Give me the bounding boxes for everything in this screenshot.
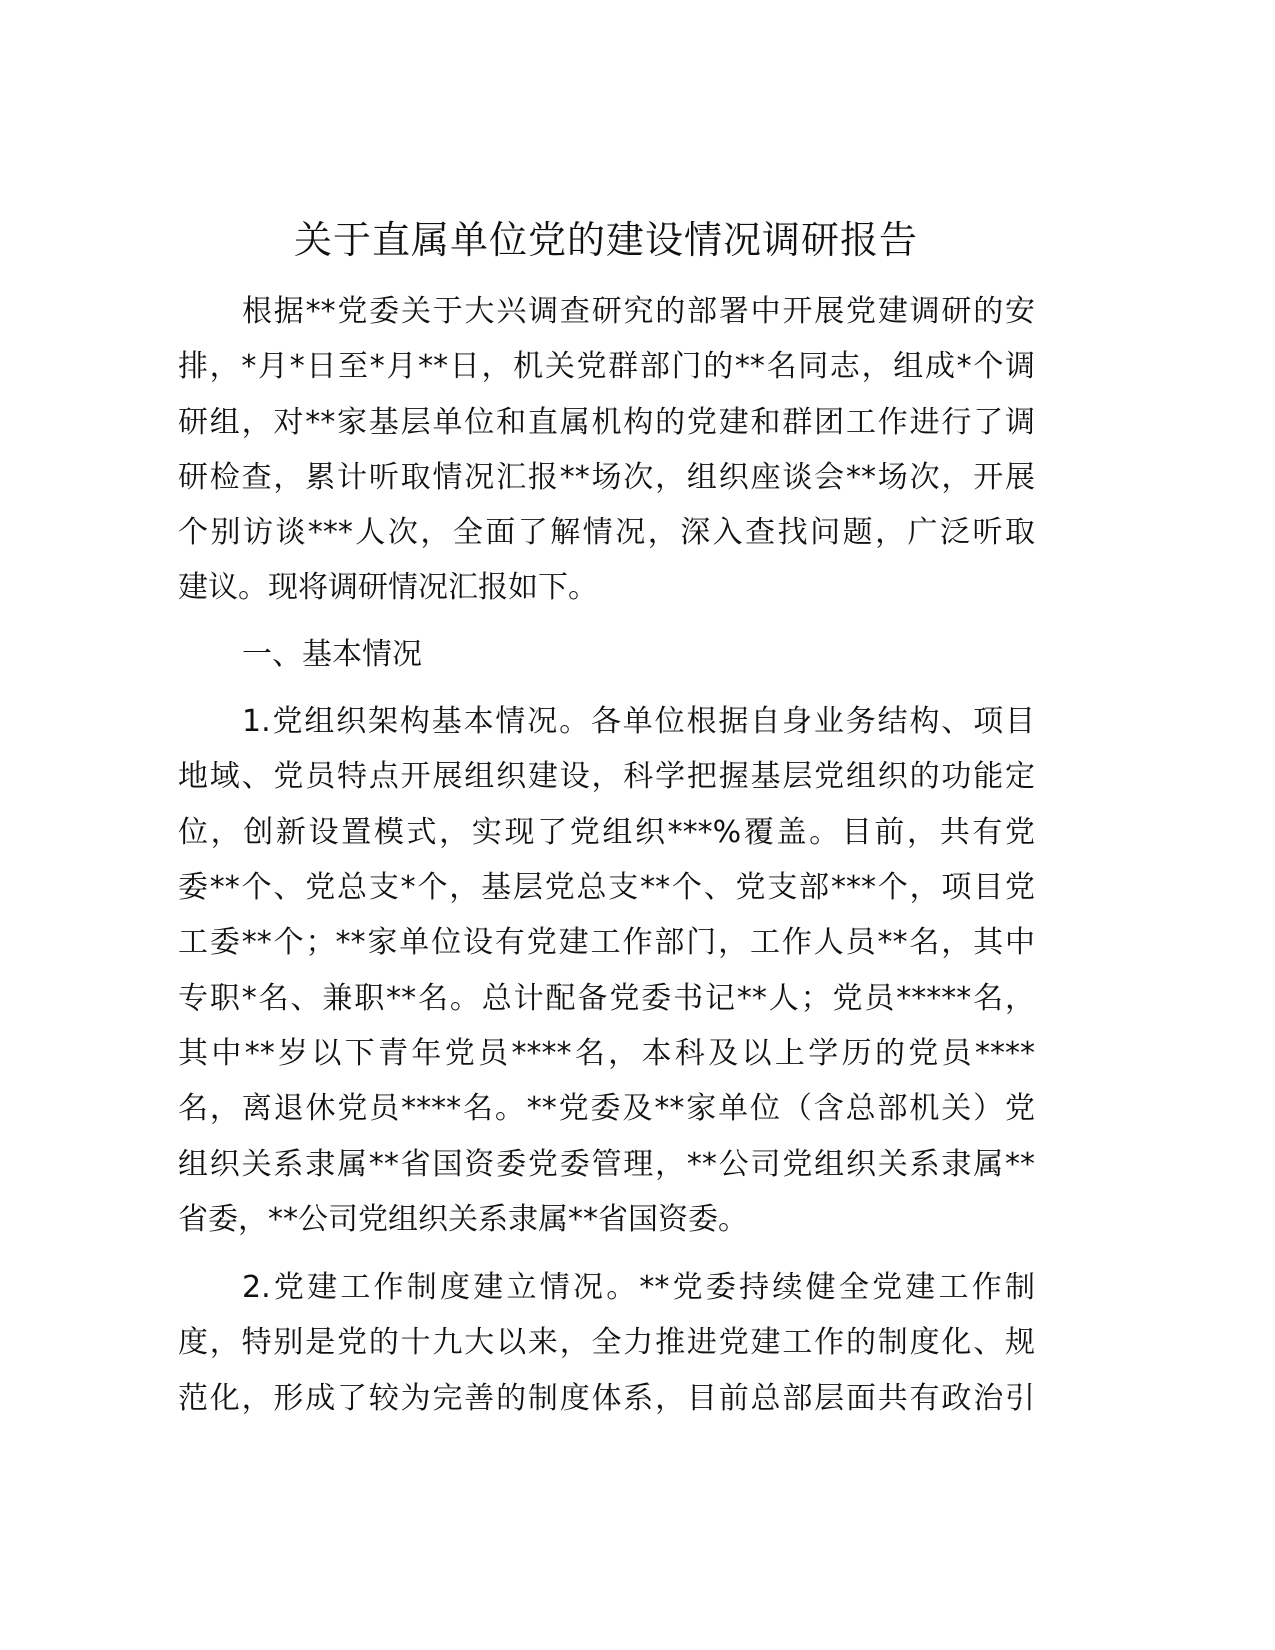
text-line: 根据**党委关于大兴调查研究的部署中开展党建调研的安 <box>242 294 1035 329</box>
text-line: 地域、党员特点开展组织建设，科学把握基层党组织的功能定 <box>178 759 1035 794</box>
text-line: 委**个、党总支*个，基层党总支**个、党支部***个，项目党 <box>178 870 1035 905</box>
text-line: 2.党建工作制度建立情况。**党委持续健全党建工作制 <box>242 1270 1035 1305</box>
document-title: 关于直属单位党的建设情况调研报告 <box>293 218 918 262</box>
text-line: 名，离退休党员****名。**党委及**家单位（含总部机关）党 <box>178 1091 1035 1126</box>
text-line: 建议。现将调研情况汇报如下。 <box>178 570 598 605</box>
text-line: 专职*名、兼职**名。总计配备党委书记**人；党员*****名， <box>178 981 1035 1016</box>
section-heading: 一、基本情况 <box>242 637 422 672</box>
text-line: 工委**个；**家单位设有党建工作部门，工作人员**名，其中 <box>178 925 1035 960</box>
text-line: 研检查，累计听取情况汇报**场次，组织座谈会**场次，开展 <box>178 460 1035 495</box>
text-line: 省委，**公司党组织关系隶属**省国资委。 <box>178 1202 748 1237</box>
text-line: 1.党组织架构基本情况。各单位根据自身业务结构、项目 <box>242 704 1035 739</box>
text-line: 个别访谈***人次，全面了解情况，深入查找问题，广泛听取 <box>178 515 1035 550</box>
text-line: 研组，对**家基层单位和直属机构的党建和群团工作进行了调 <box>178 405 1035 440</box>
text-line: 度，特别是党的十九大以来，全力推进党建工作的制度化、规 <box>178 1325 1035 1360</box>
text-line: 其中**岁以下青年党员****名，本科及以上学历的党员**** <box>178 1036 1035 1071</box>
text-line: 位，创新设置模式，实现了党组织***%覆盖。目前，共有党 <box>178 815 1035 850</box>
text-line: 范化，形成了较为完善的制度体系，目前总部层面共有政治引 <box>178 1381 1035 1416</box>
text-line: 排，*月*日至*月**日，机关党群部门的**名同志，组成*个调 <box>178 349 1035 384</box>
text-line: 组织关系隶属**省国资委党委管理，**公司党组织关系隶属** <box>178 1147 1035 1182</box>
